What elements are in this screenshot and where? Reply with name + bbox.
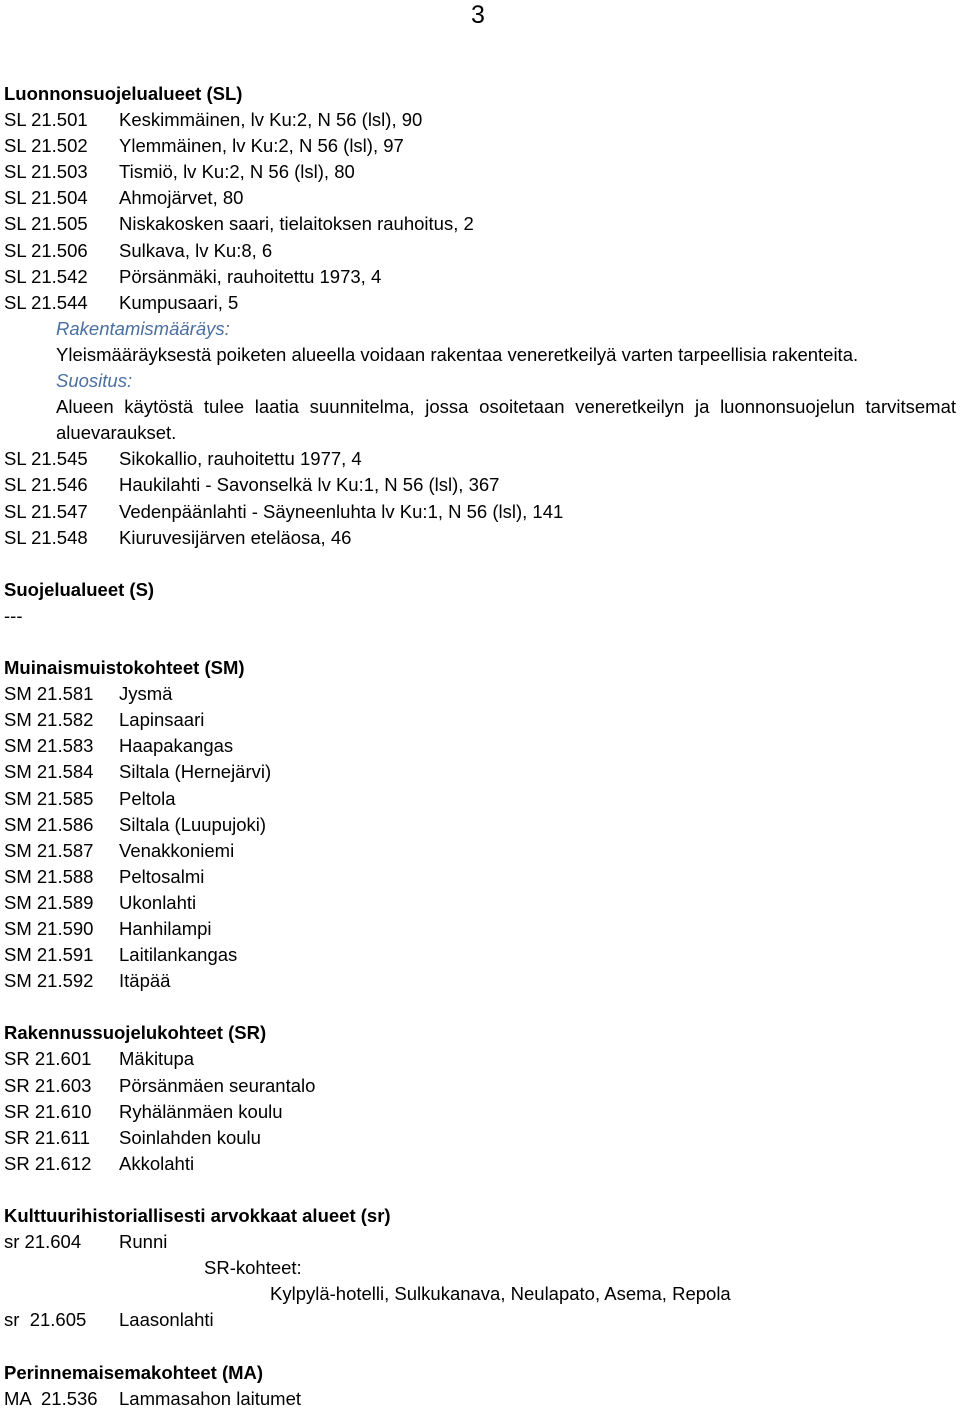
item-code: SR 21.603 xyxy=(4,1074,92,1096)
list-item xyxy=(4,238,956,264)
list-item xyxy=(4,290,956,316)
section-heading-sr: Rakennussuojelukohteet (SR) xyxy=(4,1022,267,1044)
item-text: Laitilankangas xyxy=(119,944,238,966)
list-item xyxy=(4,759,956,785)
section-heading-sr-areas: Kulttuurihistoriallisesti arvokkaat alueet (sr) xyxy=(4,1205,391,1227)
suositus-text: Alueen käytöstä tulee laatia suunnitelma, jossa osoitetaan veneretkeilyn ja luonnonsuojelun tarvitsemat aluevaraukset. xyxy=(56,396,956,444)
item-text: Siltala (Luupujoki) xyxy=(119,813,267,835)
item-text: Haukilahti - Savonselkä lv Ku:1, N 56 (lsl), 367 xyxy=(119,474,500,496)
rakentamismaarays-label: Rakentamismääräys: xyxy=(56,317,230,339)
item-text: Keskimmäinen, lv Ku:2, N 56 (lsl), 90 xyxy=(119,109,423,131)
item-code: SL 21.501 xyxy=(4,109,88,131)
item-code: SL 21.548 xyxy=(4,526,88,548)
list-item xyxy=(4,264,956,290)
item-text: Kiuruvesijärven eteläosa, 46 xyxy=(119,526,352,548)
item-text: Ahmojärvet, 80 xyxy=(119,187,244,209)
list-item xyxy=(4,133,956,159)
spacer xyxy=(4,1334,956,1360)
item-text: Pörsänmäen seurantalo xyxy=(119,1074,316,1096)
item-code: SM 21.585 xyxy=(4,787,94,809)
item-text: Peltola xyxy=(119,787,176,809)
item-text: Vedenpäänlahti - Säyneenluhta lv Ku:1, N 56 (lsl), 141 xyxy=(119,500,564,522)
item-code: SL 21.502 xyxy=(4,135,88,157)
item-text: Mäkitupa xyxy=(119,1048,195,1070)
item-code: SL 21.547 xyxy=(4,500,88,522)
list-item xyxy=(4,864,956,890)
item-text: Kumpusaari, 5 xyxy=(119,291,239,313)
list-item xyxy=(4,159,956,185)
list-item xyxy=(4,446,956,472)
item-text: Haapakangas xyxy=(119,735,234,757)
item-text: Akkolahti xyxy=(119,1152,195,1174)
section-heading-sm: Muinaismuistokohteet (SM) xyxy=(4,657,245,679)
item-text: Hanhilampi xyxy=(119,918,212,939)
spacer xyxy=(4,551,956,577)
spacer xyxy=(4,629,956,655)
list-item xyxy=(4,707,956,733)
item-code: SL 21.545 xyxy=(4,448,88,470)
item-text: Itäpää xyxy=(119,970,171,992)
spacer xyxy=(4,994,956,1020)
list-item xyxy=(4,1073,956,1099)
item-text: Sulkava, lv Ku:8, 6 xyxy=(119,239,273,261)
item-code: MA 21.536 xyxy=(4,1387,98,1409)
item-code: SL 21.506 xyxy=(4,239,88,261)
item-text: Lammasahon laitumet xyxy=(119,1387,302,1409)
list-item xyxy=(4,525,956,551)
item-code: SL 21.504 xyxy=(4,187,88,209)
list-item xyxy=(4,968,956,994)
item-code: SM 21.582 xyxy=(4,709,94,731)
item-text: Ryhälänmäen koulu xyxy=(119,1100,283,1122)
spacer xyxy=(4,1177,956,1203)
item-code: SR 21.610 xyxy=(4,1100,92,1122)
item-text: Jysmä xyxy=(119,683,173,705)
rakentamismaarays-text: Yleismääräyksestä poiketen alueella voidaan rakentaa veneretkeilyä varten tarpeellisia rakenteita. xyxy=(56,343,859,365)
item-code: SL 21.542 xyxy=(4,265,88,287)
item-code: SM 21.586 xyxy=(4,813,94,835)
list-item xyxy=(4,185,956,211)
item-code: SM 21.588 xyxy=(4,865,94,887)
item-code: sr 21.605 xyxy=(4,1309,87,1331)
list-item xyxy=(4,1046,956,1072)
item-code: SL 21.546 xyxy=(4,474,88,496)
sr-kohteet-list: Kylpylä-hotelli, Sulkukanava, Neulapato, Asema, Repola xyxy=(270,1283,731,1305)
list-item xyxy=(4,890,956,916)
list-item xyxy=(4,1386,956,1412)
list-item xyxy=(4,1229,956,1255)
item-text: Tismiö, lv Ku:2, N 56 (lsl), 80 xyxy=(119,161,355,183)
list-item xyxy=(4,107,956,133)
document-body xyxy=(4,81,956,1412)
item-code: SL 21.503 xyxy=(4,161,88,183)
list-item xyxy=(4,1151,956,1177)
item-text: Lapinsaari xyxy=(119,709,205,731)
sr-kohteet-label: SR-kohteet: xyxy=(204,1257,302,1279)
section-heading-ma: Perinnemaisemakohteet (MA) xyxy=(4,1361,264,1383)
item-code: SL 21.505 xyxy=(4,213,88,235)
item-text: Niskakosken saari, tielaitoksen rauhoitus, 2 xyxy=(119,213,474,235)
item-text: Soinlahden koulu xyxy=(119,1126,261,1148)
item-code: SM 21.583 xyxy=(4,735,94,757)
list-item xyxy=(4,211,956,237)
item-code: SM 21.587 xyxy=(4,839,94,861)
item-text: Pörsänmäki, rauhoitettu 1973, 4 xyxy=(119,265,382,287)
section-heading-s: Suojelualueet (S) xyxy=(4,578,155,600)
item-text: Ylemmäinen, lv Ku:2, N 56 (lsl), 97 xyxy=(119,135,404,157)
item-code: SR 21.611 xyxy=(4,1126,91,1148)
list-item xyxy=(4,1307,956,1333)
item-text: Runni xyxy=(119,1231,168,1253)
item-code: SR 21.612 xyxy=(4,1152,92,1174)
item-code: SM 21.590 xyxy=(4,918,94,939)
item-code: SR 21.601 xyxy=(4,1048,92,1070)
item-code: sr 21.604 xyxy=(4,1231,82,1253)
item-code: SM 21.589 xyxy=(4,891,94,913)
item-code: SM 21.592 xyxy=(4,970,94,992)
item-code: SM 21.584 xyxy=(4,761,94,783)
section-heading-sl: Luonnonsuojelualueet (SL) xyxy=(4,83,243,104)
list-item xyxy=(4,812,956,838)
list-item xyxy=(4,942,956,968)
item-code: SM 21.591 xyxy=(4,944,94,966)
item-text: Laasonlahti xyxy=(119,1309,214,1331)
item-code: SM 21.581 xyxy=(4,683,94,705)
list-item xyxy=(4,838,956,864)
list-item xyxy=(4,1099,956,1125)
item-text: Siltala (Hernejärvi) xyxy=(119,761,272,783)
item-text: Ukonlahti xyxy=(119,891,197,913)
list-item xyxy=(4,499,956,525)
list-item xyxy=(4,681,956,707)
item-code: SL 21.544 xyxy=(4,291,88,313)
item-text: Venakkoniemi xyxy=(119,839,235,861)
list-item xyxy=(4,916,956,942)
list-item xyxy=(4,733,956,759)
list-item xyxy=(4,786,956,812)
suositus-label: Suositus: xyxy=(56,370,133,392)
list-item xyxy=(4,1125,956,1151)
item-text: Sikokallio, rauhoitettu 1977, 4 xyxy=(119,448,362,470)
empty-placeholder: --- xyxy=(4,604,23,626)
item-text: Peltosalmi xyxy=(119,865,205,887)
page-number: 3 xyxy=(471,1,485,29)
list-item xyxy=(4,472,956,498)
